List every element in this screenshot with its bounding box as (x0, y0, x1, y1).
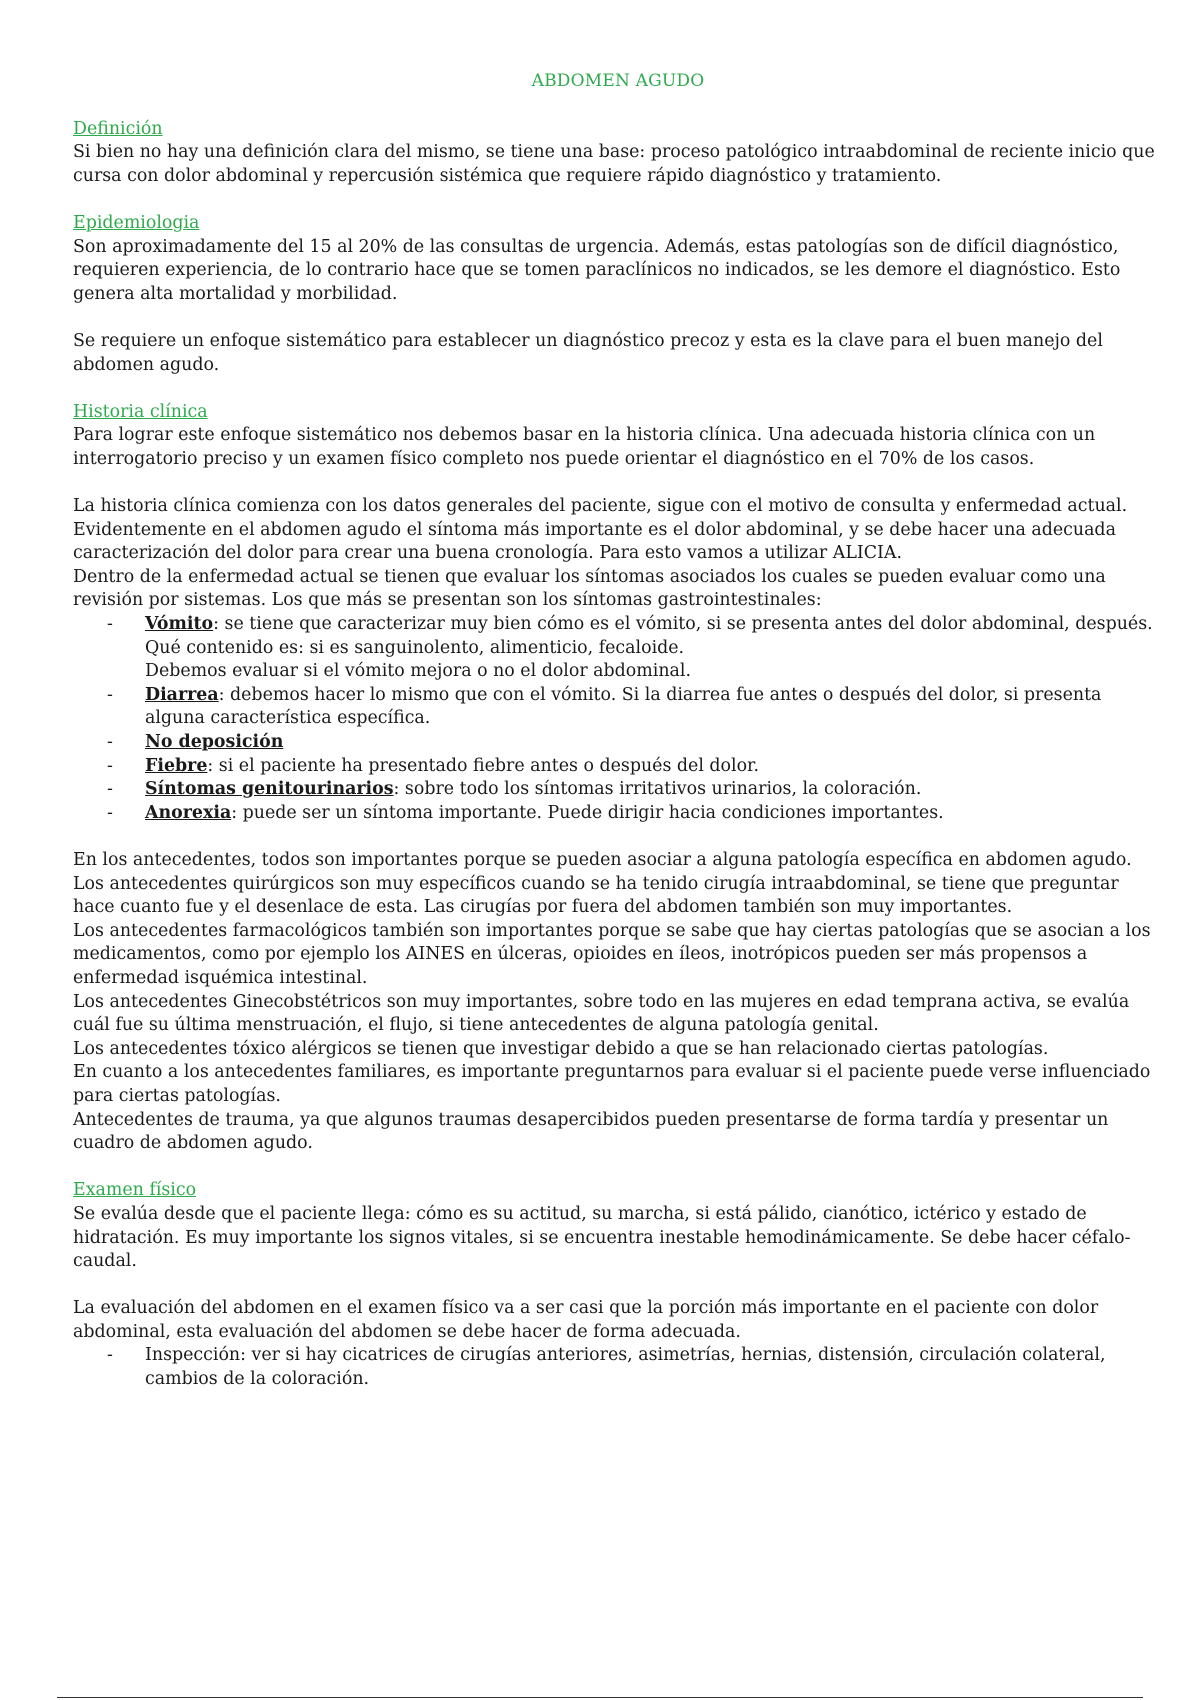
term-fiebre: Fiebre (145, 755, 208, 776)
desc-genitourinarios: : sobre todo los síntomas irritativos urinarios, la coloración. (393, 779, 922, 800)
desc-anorexia: : puede ser un síntoma importante. Puede dirigir hacia condiciones importantes. (231, 802, 944, 823)
desc-vomito-extra: Debemos evaluar si el vómito mejora o no el dolor abdominal. (145, 661, 691, 682)
desc-diarrea: : debemos hacer lo mismo que con el vómito. Si la diarrea fue antes o después del dolor, si presenta alguna característica específica. (145, 684, 1102, 729)
list-item-fiebre (145, 755, 1163, 779)
symptom-list (73, 613, 1163, 825)
list-item-inspeccion: - Inspección: ver si hay cicatrices de cirugías anteriores, asimetrías, hernias, distensión, circulación colateral, cambios de la coloración. (145, 1344, 1163, 1391)
paragraph-historia-1: Para lograr este enfoque sistemático nos debemos basar en la historia clínica. Una adecuada historia clínica con un interrogatorio preciso y un examen físico completo nos puede orientar el diagnóstico en el 70% de los casos. (73, 425, 1096, 469)
list-item-anorexia (145, 802, 1163, 826)
paragraph-antecedentes-1: En los antecedentes, todos son importantes porque se pueden asociar a alguna patología específica en abdomen agudo. Los antecedentes quirúrgicos son muy específicos cuando se ha tenido cirugía intraabdominal, se tiene que preguntar hace cuanto fue y el desenlace de esta. Las cirugías por fuera del abdomen también son muy importantes. (73, 850, 1132, 918)
paragraph-historia-3: Dentro de la enfermedad actual se tienen que evaluar los síntomas asociados los cuales se pueden evaluar como una revisión por sistemas. Los que más se presentan son los síntomas gastrointestinales: (73, 566, 1106, 611)
footer-rule (57, 1697, 1143, 1698)
paragraph-antecedentes-2: Los antecedentes farmacológicos también son importantes porque se sabe que hay ciertas patologías que se asocian a los medicamentos, como por ejemplo los AINES en úlceras, opioides en íleos, inotrópicos pueden ser más propensos a enfermedad isquémica intestinal. (73, 920, 1151, 988)
term-anorexia: Anorexia (145, 802, 232, 823)
paragraph-epidemiologia-2: Se requiere un enfoque sistemático para establecer un diagnóstico precoz y esta es la clave para el buen manejo del abdomen agudo. (73, 330, 1103, 375)
list-item-no-deposicion (145, 731, 1163, 755)
desc-vomito: : se tiene que caracterizar muy bien cómo es el vómito, si se presenta antes del dolor abdominal, después. Qué contenido es: si es sanguinolento, alimenticio, fecaloide. (145, 614, 1153, 658)
heading-examen-fisico: Examen físico (73, 1180, 197, 1201)
exam-list (73, 1344, 1163, 1391)
term-vomito: Vómito (145, 614, 214, 635)
list-item-diarrea (145, 684, 1163, 731)
document-page (73, 70, 1163, 1392)
term-no-deposicion: No deposición (145, 732, 284, 753)
paragraph-antecedentes-4: Los antecedentes tóxico alérgicos se tienen que investigar debido a que se han relacionado ciertas patologías. (73, 1038, 1049, 1059)
list-item-genitourinarios (145, 778, 1163, 802)
heading-epidemiologia: Epidemiologia (73, 212, 200, 233)
paragraph-antecedentes-3: Los antecedentes Ginecobstétricos son muy importantes, sobre todo en las mujeres en edad temprana activa, se evalúa cuál fue su última menstruación, el flujo, si tiene antecedentes de alguna patología genital. (73, 991, 1130, 1036)
paragraph-definicion: Si bien no hay una definición clara del mismo, se tiene una base: proceso patológico intraabdominal de reciente inicio que cursa con dolor abdominal y repercusión sistémica que requiere rápido diagnóstico y tratamiento. (73, 142, 1155, 186)
heading-definicion: Definición (73, 118, 163, 139)
heading-historia-clinica: Historia clínica (73, 401, 208, 422)
term-diarrea: Diarrea (145, 684, 219, 705)
list-item-vomito (145, 613, 1163, 684)
paragraph-examen-1: Se evalúa desde que el paciente llega: cómo es su actitud, su marcha, si está pálido, cianótico, ictérico y estado de hidratación. Es muy importante los signos vitales, si se encuentra inestable hemodinámicamente. Se debe hacer céfalo-caudal. (73, 1203, 1131, 1272)
paragraph-antecedentes-5: En cuanto a los antecedentes familiares, es importante preguntarnos para evaluar si el paciente puede verse influenciado para ciertas patologías. (73, 1062, 1151, 1106)
term-genitourinarios: Síntomas genitourinarios (145, 779, 394, 800)
paragraph-antecedentes-6: Antecedentes de trauma, ya que algunos traumas desapercibidos pueden presentarse de forma tardía y presentar un cuadro de abdomen agudo. (73, 1109, 1109, 1154)
paragraph-historia-2: La historia clínica comienza con los datos generales del paciente, sigue con el motivo de consulta y enfermedad actual. Evidentemente en el abdomen agudo el síntoma más importante es el dolor abdominal, y se debe hacer una adecuada caracterización del dolor para crear una buena cronología. Para esto vamos a utilizar ALICIA. (73, 496, 1128, 564)
desc-fiebre: : si el paciente ha presentado fiebre antes o después del dolor. (207, 755, 759, 776)
paragraph-examen-2: La evaluación del abdomen en el examen físico va a ser casi que la porción más importante en el paciente con dolor abdominal, esta evaluación del abdomen se debe hacer de forma adecuada. (73, 1298, 1099, 1342)
paragraph-epidemiologia-1: Son aproximadamente del 15 al 20% de las consultas de urgencia. Además, estas patologías son de difícil diagnóstico, requieren experiencia, de lo contrario hace que se tomen paraclínicos no indicados, se les demore el diagnóstico. Esto genera alta mortalidad y morbilidad. (73, 236, 1121, 304)
document-title: ABDOMEN AGUDO (531, 71, 705, 91)
